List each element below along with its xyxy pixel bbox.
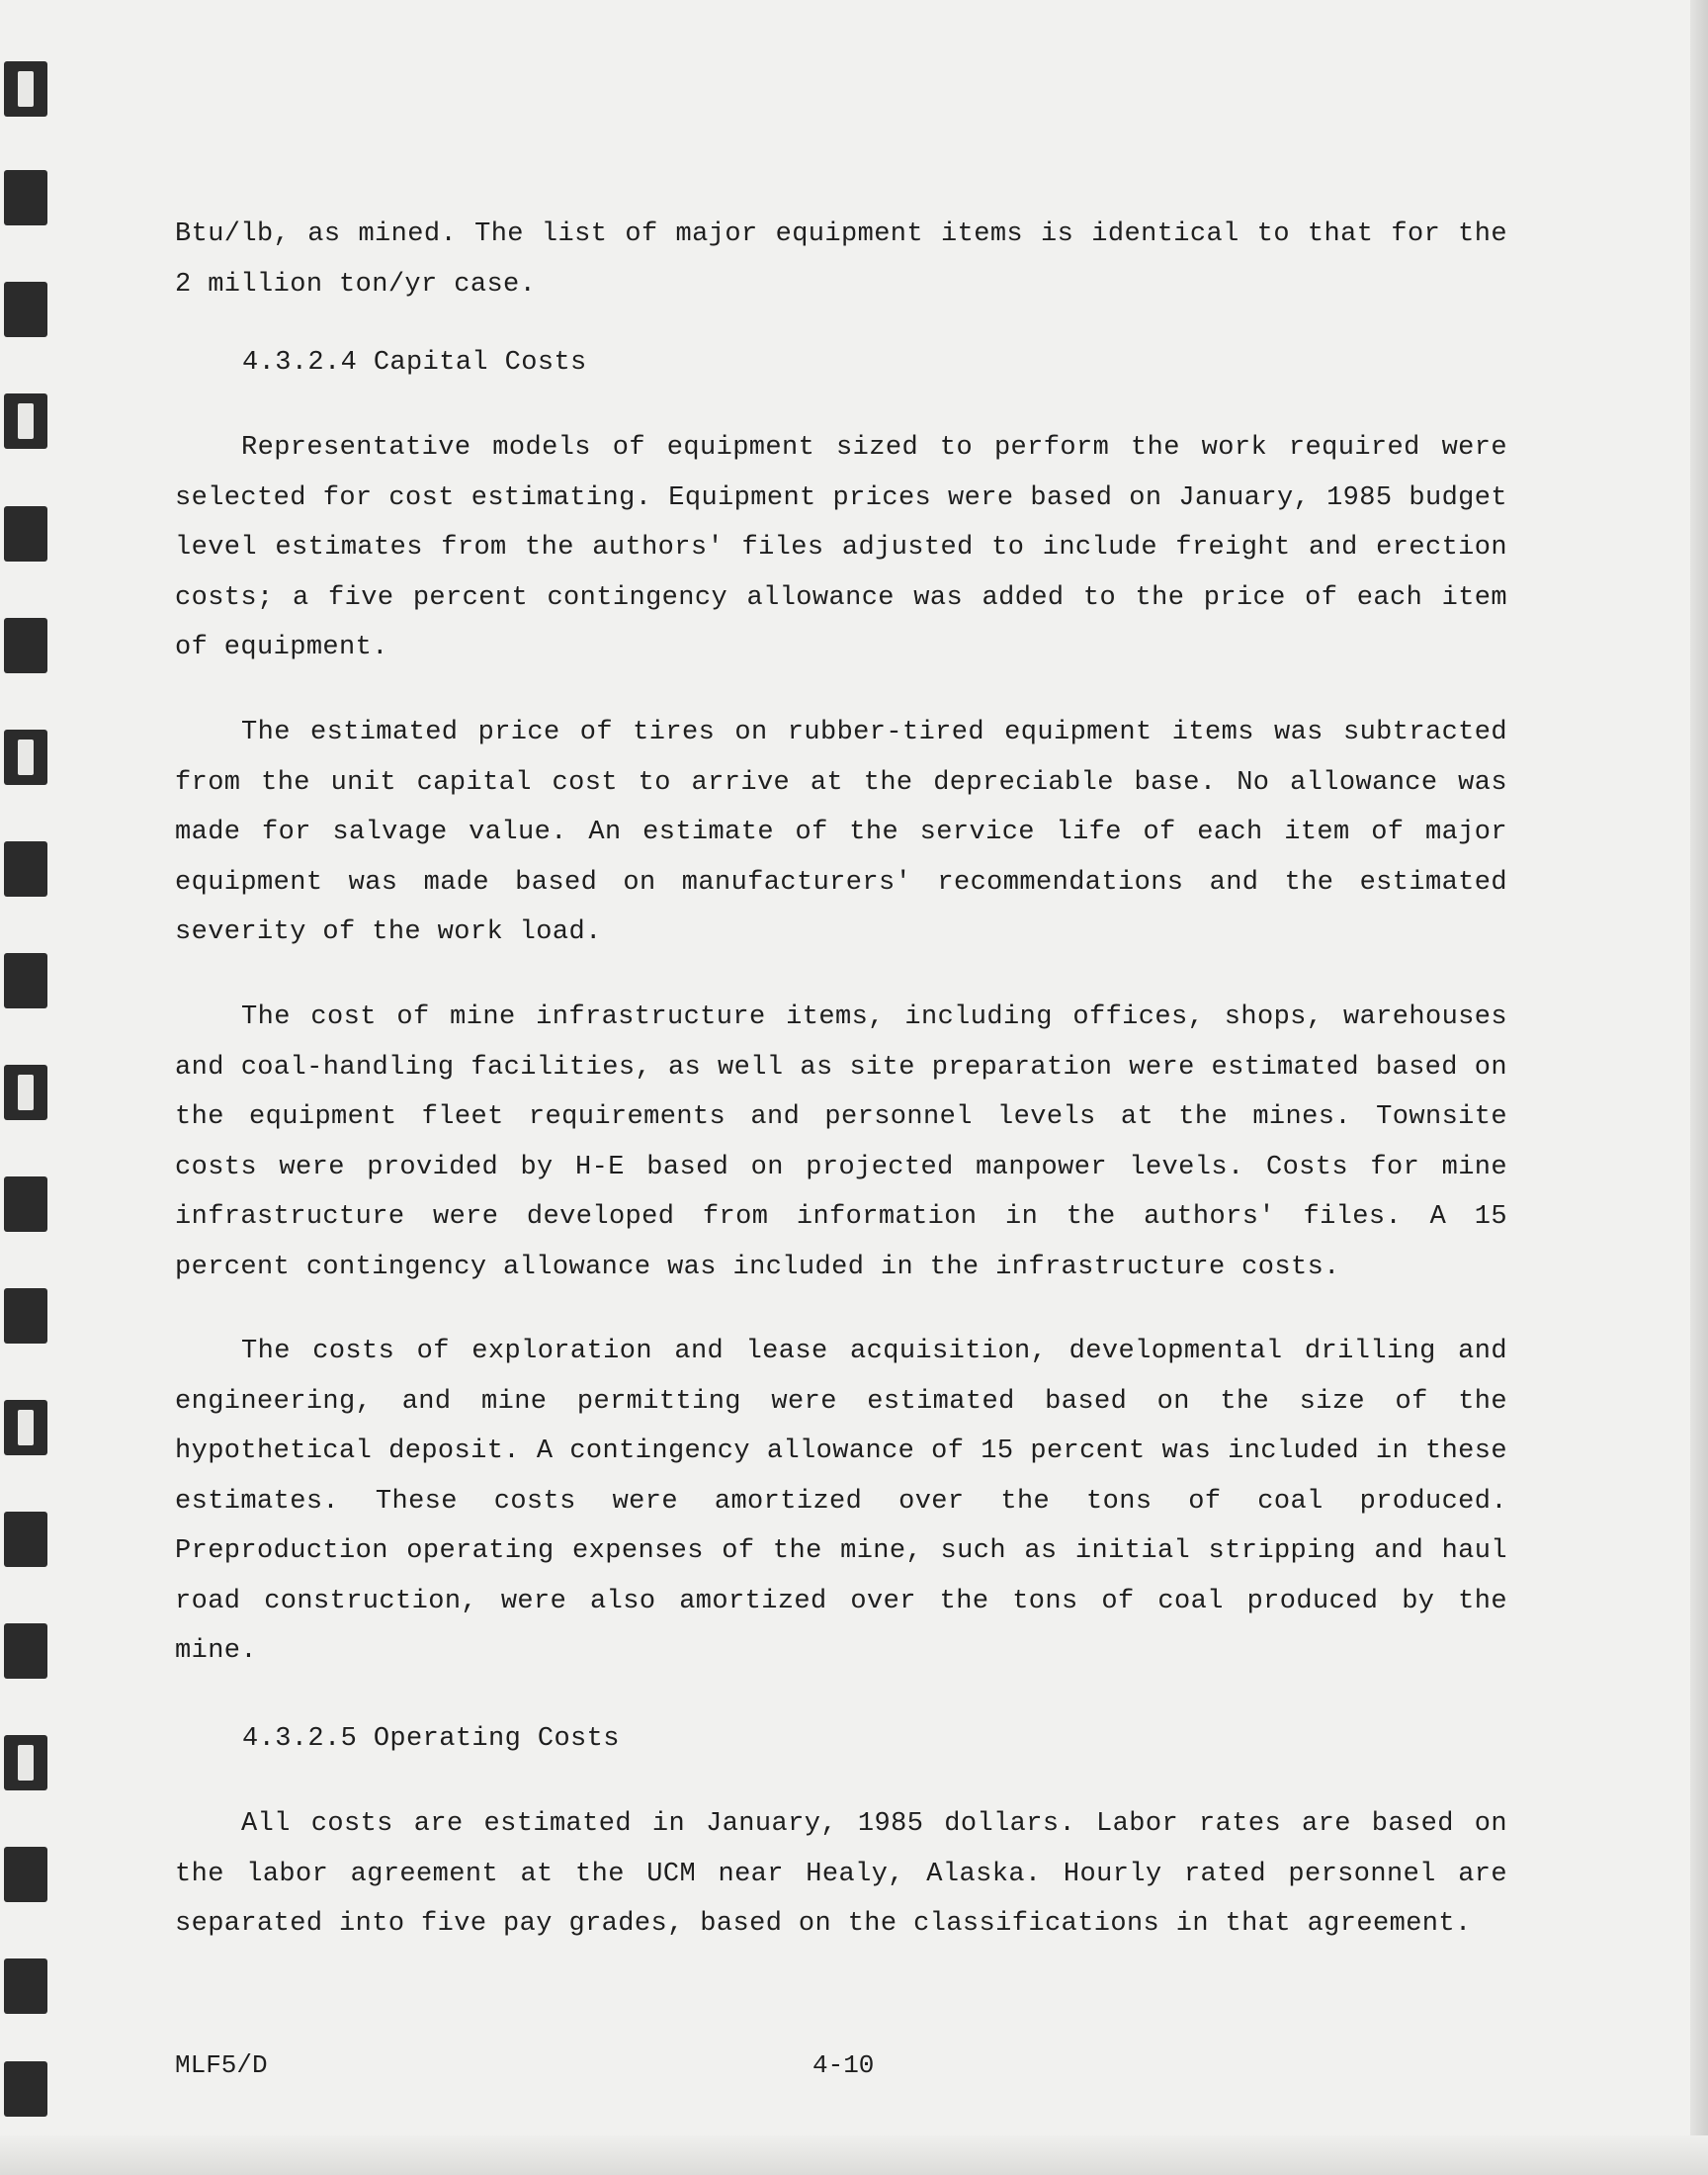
binding-hole — [4, 1847, 47, 1902]
paragraph-exploration-costs: The costs of exploration and lease acquisition, developmental drilling and engineering, and mine permitting were estimated based on the size of the hypothetical deposit. A contingency allowance of 15 percent was included in these estimates. These costs were amortized over the tons of coal produced. Preproduction operating expenses of the mine, such as initial stripping and haul road construction, were also amortized over the tons of coal produced by the mine. — [175, 1337, 1507, 1666]
binding-hole — [4, 730, 47, 785]
paragraph-labor-rates: All costs are estimated in January, 1985 dollars. Labor rates are based on the labor agreement at the UCM near Healy, Alaska. Hourly rated personnel are separated into five pay grades, based on the classifications in that agreement. — [175, 1809, 1507, 1939]
binding-hole — [4, 506, 47, 562]
footer-page-number: 4-10 — [812, 2050, 875, 2080]
binding-hole — [4, 1288, 47, 1344]
binding-hole — [4, 2061, 47, 2117]
binding-hole — [4, 1958, 47, 2014]
binding-hole — [4, 1512, 47, 1567]
binding-hole — [4, 1065, 47, 1120]
binding-hole — [4, 282, 47, 337]
paragraph-equipment-pricing: Representative models of equipment sized to perform the work required were selected for cost estimating. Equipment prices were based on January, 1985 budget level estimates from the authors' files adjusted to include freight and erection costs; a five percent contingency allowance was added to the price of each item of equipment. — [175, 433, 1507, 662]
spiral-binding — [0, 0, 59, 2175]
binding-hole — [4, 1176, 47, 1232]
binding-hole — [4, 170, 47, 225]
binding-hole — [4, 1623, 47, 1679]
binding-hole — [4, 618, 47, 673]
footer-document-id: MLF5/D — [175, 2050, 268, 2080]
binding-hole — [4, 1735, 47, 1790]
binding-hole — [4, 1400, 47, 1455]
binding-hole — [4, 953, 47, 1008]
binding-hole — [4, 61, 47, 117]
binding-hole — [4, 841, 47, 897]
paragraph-infrastructure-costs: The cost of mine infrastructure items, including offices, shops, warehouses and coal-handling facilities, as well as site preparation were estimated based on the equipment fleet requirements and personnel levels at the mines. Townsite costs were provided by H-E based on projected manpower levels. Costs for mine infrastructure were developed from information in the authors' files. A 15 percent contingency allowance was included in the infrastructure costs. — [175, 1002, 1507, 1282]
section-heading-operating-costs: 4.3.2.5 Operating Costs — [242, 1724, 620, 1754]
binding-hole — [4, 393, 47, 449]
paragraph-depreciable-base: The estimated price of tires on rubber-tired equipment items was subtracted from the unit capital cost to arrive at the depreciable base. No allowance was made for salvage value. An estimate of the service life of each item of major equipment was made based on manufacturers' recommendations and the estimated severity of the work load. — [175, 718, 1507, 947]
page-edge-shadow — [1690, 0, 1708, 2175]
continuation-paragraph: Btu/lb, as mined. The list of major equipment items is identical to that for the 2 million ton/yr case. — [175, 219, 1507, 300]
section-heading-capital-costs: 4.3.2.4 Capital Costs — [242, 348, 587, 378]
page-bottom-shadow — [0, 2135, 1708, 2175]
